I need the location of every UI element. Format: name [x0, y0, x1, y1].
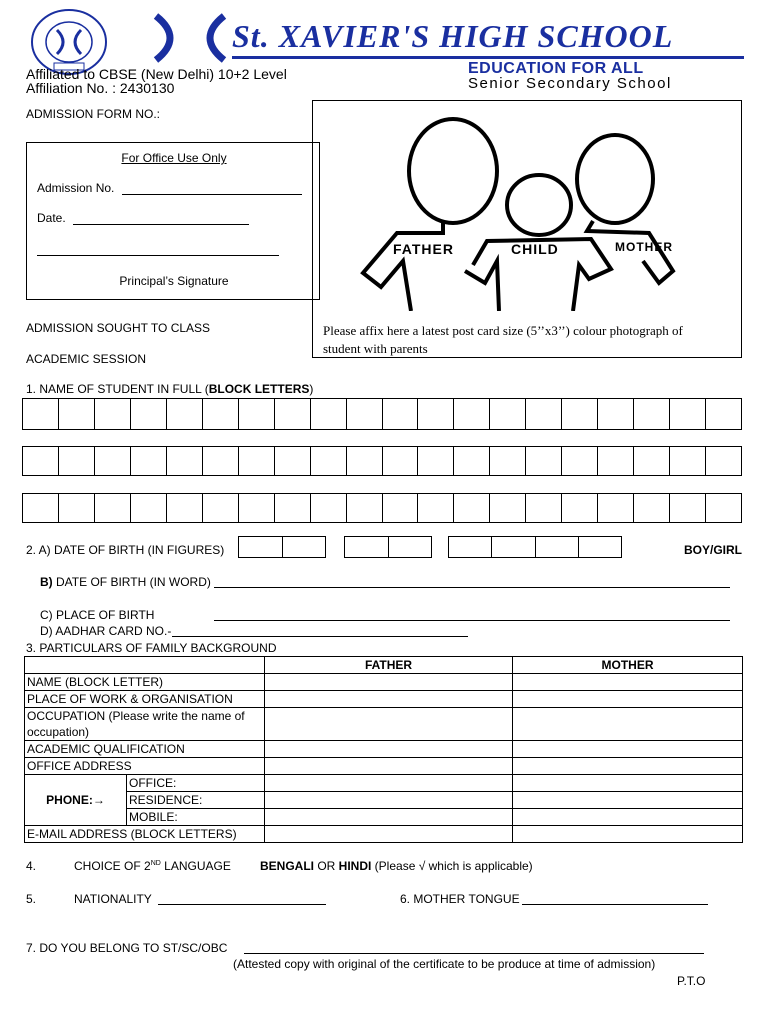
letter-box[interactable]	[598, 399, 634, 429]
mother-occupation-cell[interactable]	[513, 708, 743, 741]
letter-box[interactable]	[454, 494, 490, 522]
letter-box[interactable]	[706, 494, 742, 522]
dob-figures-label: 2. A) DATE OF BIRTH (IN FIGURES)	[26, 543, 225, 557]
st-sc-obc-label: 7. DO YOU BELONG TO ST/SC/OBC	[26, 941, 228, 955]
name-grid-row-1[interactable]	[22, 398, 742, 430]
letter-box[interactable]	[454, 447, 490, 475]
mother-email-cell[interactable]	[513, 826, 743, 843]
letter-box[interactable]	[418, 399, 454, 429]
nationality-label: NATIONALITY	[74, 892, 152, 906]
letter-box[interactable]	[23, 399, 59, 429]
letter-box[interactable]	[634, 399, 670, 429]
letter-box[interactable]	[203, 399, 239, 429]
principal-signature-label: Principal’s Signature	[119, 274, 229, 288]
letter-box[interactable]	[131, 399, 167, 429]
letter-box[interactable]	[203, 494, 239, 522]
letter-box[interactable]	[203, 447, 239, 475]
boy-girl-label: BOY/GIRL	[684, 543, 743, 557]
mother-address-cell[interactable]	[513, 758, 743, 775]
photo-caption-line-2: student with parents	[323, 341, 428, 356]
letter-box[interactable]	[418, 447, 454, 475]
father-label: FATHER	[393, 241, 454, 257]
admission-no-field[interactable]	[122, 182, 302, 195]
row-label-occupation: OCCUPATION (Please write the name of occupation)	[25, 708, 265, 741]
letter-box[interactable]	[562, 447, 598, 475]
father-office-phone-cell[interactable]	[265, 775, 513, 792]
dob-month-boxes[interactable]	[344, 536, 432, 558]
letter-box[interactable]	[95, 399, 131, 429]
office-use-box	[26, 142, 320, 300]
admission-no-label: Admission No.	[37, 181, 115, 195]
letter-box[interactable]	[490, 447, 526, 475]
bengali-option[interactable]: BENGALI	[260, 859, 314, 873]
letter-box[interactable]	[311, 399, 347, 429]
mother-mobile-cell[interactable]	[513, 809, 743, 826]
letter-box[interactable]	[347, 494, 383, 522]
letter-box[interactable]	[536, 537, 579, 557]
hindi-option[interactable]: HINDI	[338, 859, 372, 873]
letter-box[interactable]	[526, 447, 562, 475]
office-use-title: For Office Use Only	[121, 151, 227, 165]
letter-box[interactable]	[59, 447, 95, 475]
mother-name-cell[interactable]	[513, 674, 743, 691]
letter-box[interactable]	[275, 494, 311, 522]
letter-box[interactable]	[239, 399, 275, 429]
letter-box[interactable]	[311, 494, 347, 522]
row-label-residence-phone: RESIDENCE:	[127, 792, 265, 809]
letter-box[interactable]	[239, 494, 275, 522]
letter-box[interactable]	[23, 447, 59, 475]
letter-box[interactable]	[526, 399, 562, 429]
letter-box[interactable]	[239, 447, 275, 475]
row-label-office-phone: OFFICE:	[127, 775, 265, 792]
letter-box[interactable]	[579, 537, 622, 557]
letter-box[interactable]	[389, 537, 433, 557]
letter-box[interactable]	[167, 494, 203, 522]
arrow-right-icon: →	[92, 793, 105, 807]
subtitle: Senior Secondary School	[468, 75, 672, 92]
place-of-birth-label: C) PLACE OF BIRTH	[40, 608, 155, 622]
letter-box[interactable]	[347, 399, 383, 429]
letter-box[interactable]	[275, 399, 311, 429]
letter-box[interactable]	[23, 494, 59, 522]
row-label-name: NAME (BLOCK LETTER)	[25, 674, 265, 691]
father-name-cell[interactable]	[265, 674, 513, 691]
school-name-underline	[232, 56, 744, 59]
school-logo	[150, 12, 230, 64]
dob-words-field[interactable]	[214, 587, 730, 588]
letter-box[interactable]	[167, 447, 203, 475]
affiliation-line-1: Affiliated to CBSE (New Delhi) 10+2 Level	[26, 66, 287, 82]
letter-box[interactable]	[490, 399, 526, 429]
letter-box[interactable]	[598, 447, 634, 475]
mother-column-header: MOTHER	[513, 657, 743, 674]
mother-residence-phone-cell[interactable]	[513, 792, 743, 809]
place-of-birth-field[interactable]	[214, 620, 730, 621]
row-label-address: OFFICE ADDRESS	[25, 758, 265, 775]
letter-box[interactable]	[706, 399, 742, 429]
attested-note: (Attested copy with original of the certificate to be produce at time of admission)	[233, 957, 656, 971]
q5-number: 5.	[26, 892, 37, 906]
father-occupation-cell[interactable]	[265, 708, 513, 741]
father-residence-phone-cell[interactable]	[265, 792, 513, 809]
st-sc-obc-field[interactable]	[244, 953, 704, 954]
letter-box[interactable]	[275, 447, 311, 475]
child-label: CHILD	[511, 241, 559, 257]
family-table	[24, 656, 743, 843]
letter-box[interactable]	[634, 447, 670, 475]
xavier-x-logo-icon	[150, 12, 230, 64]
letter-box[interactable]	[345, 537, 389, 557]
dob-day-boxes[interactable]	[238, 536, 326, 558]
letter-box[interactable]	[706, 447, 742, 475]
mother-work-cell[interactable]	[513, 691, 743, 708]
mother-office-phone-cell[interactable]	[513, 775, 743, 792]
letter-box[interactable]	[383, 399, 419, 429]
letter-box[interactable]	[490, 494, 526, 522]
mother-label: MOTHER	[615, 240, 673, 254]
row-label-qualification: ACADEMIC QUALIFICATION	[25, 741, 265, 758]
name-label: 1. NAME OF STUDENT IN FULL (BLOCK LETTERS)	[26, 382, 314, 396]
letter-box[interactable]	[634, 494, 670, 522]
row-label-mobile: MOBILE:	[127, 809, 265, 826]
admission-no-row	[37, 181, 302, 195]
motto: EDUCATION FOR ALL	[468, 60, 644, 77]
letter-box[interactable]	[562, 399, 598, 429]
letter-box[interactable]	[59, 399, 95, 429]
father-email-cell[interactable]	[265, 826, 513, 843]
family-heading: 3. PARTICULARS OF FAMILY BACKGROUND	[26, 641, 277, 655]
father-qualification-cell[interactable]	[265, 741, 513, 758]
letter-box[interactable]	[670, 494, 706, 522]
letter-box[interactable]	[131, 494, 167, 522]
row-label-email: E-MAIL ADDRESS (BLOCK LETTERS)	[25, 826, 265, 843]
q4-number: 4.	[26, 859, 37, 873]
father-work-cell[interactable]	[265, 691, 513, 708]
aadhar-field[interactable]	[172, 636, 468, 637]
row-label-work: PLACE OF WORK & ORGANISATION	[25, 691, 265, 708]
admission-form-no-label: ADMISSION FORM NO.:	[26, 107, 161, 121]
letter-box[interactable]	[59, 494, 95, 522]
letter-box[interactable]	[311, 447, 347, 475]
father-column-header: FATHER	[265, 657, 513, 674]
signature-line[interactable]	[37, 255, 279, 256]
father-mobile-cell[interactable]	[265, 809, 513, 826]
q4-label: CHOICE OF 2ND LANGUAGE	[74, 859, 231, 873]
dob-words-label: DATE OF BIRTH (IN WORD)	[52, 575, 211, 589]
letter-box[interactable]	[454, 399, 490, 429]
academic-session-label: ACADEMIC SESSION	[26, 352, 147, 366]
letter-box[interactable]	[449, 537, 492, 557]
letter-box[interactable]	[598, 494, 634, 522]
letter-box[interactable]	[526, 494, 562, 522]
name-grid-row-3[interactable]	[22, 493, 742, 523]
letter-box[interactable]	[670, 447, 706, 475]
letter-box[interactable]	[167, 399, 203, 429]
letter-box[interactable]	[383, 494, 419, 522]
letter-box[interactable]	[383, 447, 419, 475]
letter-box[interactable]	[492, 537, 535, 557]
school-name: St. XAVIER'S HIGH SCHOOL	[232, 18, 674, 54]
pto-label: P.T.O	[677, 974, 706, 988]
date-field[interactable]	[73, 212, 249, 225]
family-table-corner	[25, 657, 265, 674]
affiliation-line-2: Affiliation No. : 2430130	[26, 80, 175, 96]
date-label: Date.	[37, 211, 66, 225]
mother-tongue-field[interactable]	[522, 904, 708, 905]
letter-box[interactable]	[95, 447, 131, 475]
phone-label-cell	[25, 775, 127, 826]
letter-box[interactable]	[562, 494, 598, 522]
dob-words-row: B) DATE OF BIRTH (IN WORD)	[40, 575, 211, 589]
nationality-field[interactable]	[158, 904, 326, 905]
mother-qualification-cell[interactable]	[513, 741, 743, 758]
photo-caption-line-1: Please affix here a latest post card size (5’’x3’’) colour photograph of	[323, 323, 683, 338]
letter-box[interactable]	[670, 399, 706, 429]
aadhar-label: D) AADHAR CARD NO.-	[40, 624, 172, 638]
letter-box[interactable]	[239, 537, 283, 557]
admission-class-label: ADMISSION SOUGHT TO CLASS	[26, 321, 211, 335]
father-address-cell[interactable]	[265, 758, 513, 775]
mother-tongue-label: 6. MOTHER TONGUE	[400, 892, 520, 906]
phone-label: PHONE:	[46, 793, 93, 807]
date-row	[37, 211, 249, 225]
family-illustration-icon	[353, 111, 683, 311]
letter-box[interactable]	[95, 494, 131, 522]
letter-box[interactable]	[418, 494, 454, 522]
dob-year-boxes[interactable]	[448, 536, 622, 558]
letter-box[interactable]	[347, 447, 383, 475]
letter-box[interactable]	[283, 537, 327, 557]
name-grid-row-2[interactable]	[22, 446, 742, 476]
language-options[interactable]: BENGALI OR HINDI (Please √ which is applicable)	[260, 859, 533, 873]
letter-box[interactable]	[131, 447, 167, 475]
photo-box[interactable]	[312, 100, 742, 358]
